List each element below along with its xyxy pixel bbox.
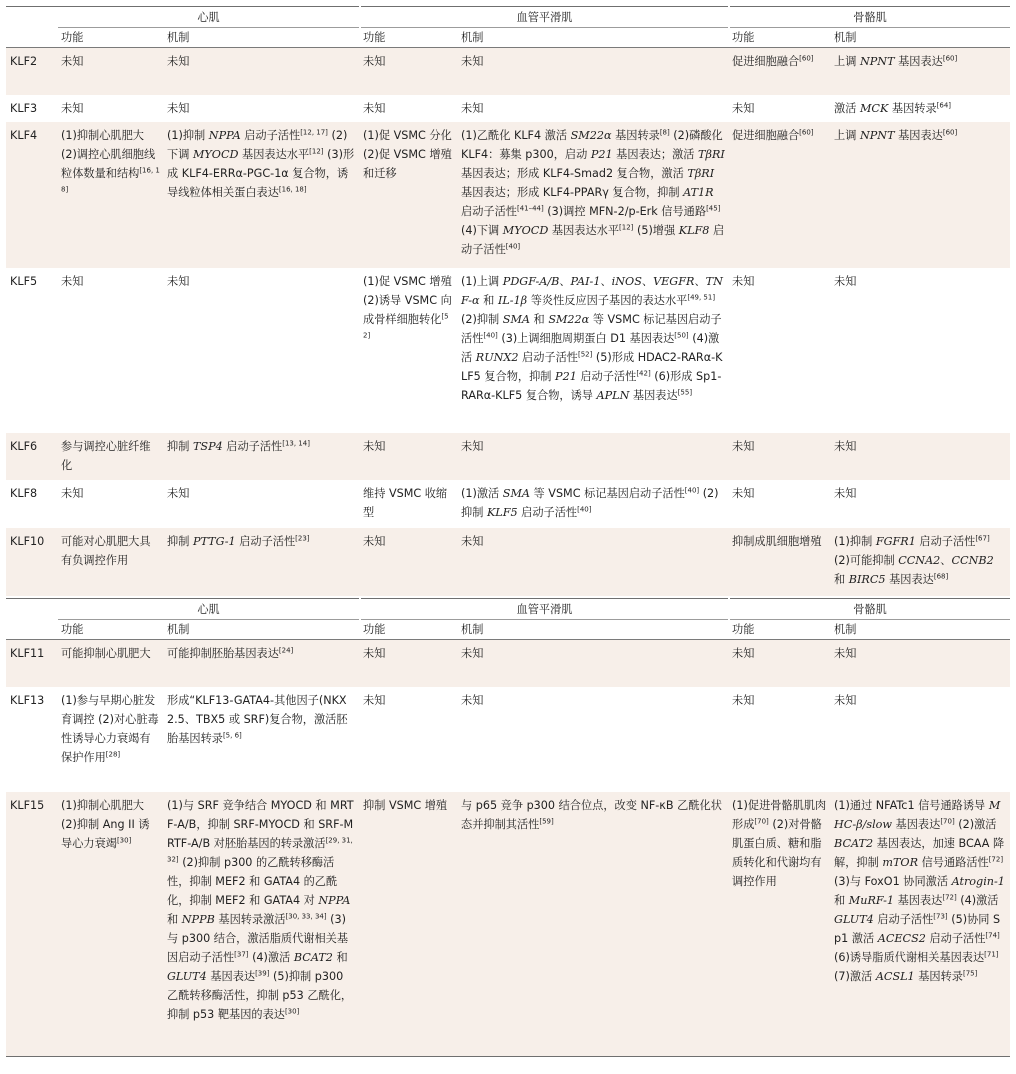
klf-table-part1 (6, 6, 1010, 596)
group-header-row (6, 599, 1010, 620)
header-skeletal: 骨骼肌 (729, 7, 1010, 28)
vascular-mechanism: 未知 (458, 528, 729, 596)
skeletal-mechanism: 未知 (831, 433, 1010, 480)
klf-table-part2 (6, 598, 1010, 1057)
skeletal-mechanism: 激活 MCK 基因转录[64] (834, 100, 952, 115)
header-vascular: 血管平滑肌 (360, 7, 729, 28)
cardiac-function: 可能抑制心肌肥大 (58, 640, 164, 687)
vascular-mechanism: 与 p65 竞争 p300 结合位点，改变 NF-κB 乙酰化状态并抑制其活性[59] (458, 792, 729, 1057)
cardiac-mechanism: 抑制 PTTG-1 启动子活性[23] (164, 528, 360, 596)
gene-name: KLF5 (10, 274, 38, 288)
cardiac-mechanism: 抑制 TSP4 启动子活性[13, 14] (164, 433, 360, 480)
vascular-function: 未知 (360, 48, 458, 95)
table-row (6, 528, 1010, 596)
gene-name: KLF4 (6, 122, 58, 268)
vascular-function: (1)促 VSMC 分化(2)促 VSMC 增殖和迁移 (360, 122, 458, 268)
vascular-function: (1)促 VSMC 增殖 (2)诱导 VSMC 向成骨样细胞转化[52] (363, 274, 452, 339)
sub-header-row (6, 28, 1010, 48)
skeletal-function: 未知 (732, 486, 755, 500)
gene-name: KLF11 (6, 640, 58, 687)
skeletal-function: 促进细胞融合[60] (729, 48, 831, 95)
vascular-mechanism: 未知 (461, 693, 484, 707)
group-header-row (6, 7, 1010, 28)
skeletal-function: 未知 (732, 274, 755, 288)
skeletal-function: (1)促进骨骼肌肌肉形成[70] (2)对骨骼肌蛋白质、糖和脂质转化和代谢均有调控作用 (729, 792, 831, 1057)
vascular-mechanism: 未知 (461, 101, 484, 115)
vascular-function: 未知 (363, 693, 386, 707)
header-cardiac-mechanism: 机制 (164, 620, 360, 640)
cardiac-function: 未知 (61, 274, 84, 288)
skeletal-mechanism: 未知 (834, 274, 857, 288)
cardiac-function: (1)抑制心肌肥大 (2)调控心肌细胞线粒体数量和结构[16, 18] (58, 122, 164, 268)
table-row (6, 268, 1010, 433)
gene-name: KLF8 (10, 486, 38, 500)
skeletal-mechanism: 未知 (834, 693, 857, 707)
skeletal-function: 抑制成肌细胞增殖 (729, 528, 831, 596)
cardiac-function: 未知 (58, 48, 164, 95)
table-row (6, 640, 1010, 687)
cardiac-function: 可能对心肌肥大具有负调控作用 (58, 528, 164, 596)
vascular-mechanism: 未知 (458, 48, 729, 95)
cardiac-mechanism: 未知 (167, 486, 190, 500)
gene-name: KLF3 (10, 101, 38, 115)
sub-header-row (6, 620, 1010, 640)
skeletal-mechanism: (1)通过 NFATc1 信号通路诱导 MHC-β/slow 基因表达[70] (2)激活 BCAT2 基因表达，加速 BCAA 降解，抑制 mTOR 信号通路活性[72] (3)与 FoxO1 协同激活 Atrogin-1 和 MuRF-1 基因表达[72] (4)激活 GLUT4 启动子活性[73] (5)协同 Sp1 激活 ACECS2 启动子活性[74] (6)诱导脂质代谢相关基因表达[71] (7)激活 ACSL1 基因转录[75] (831, 792, 1010, 1057)
cardiac-mechanism: 形成“KLF13-GATA4-其他因子(NKX2.5、TBX5 或 SRF)复合物，激活胚胎基因转录[5, 6] (167, 693, 348, 745)
skeletal-function: 未知 (732, 101, 755, 115)
cardiac-mechanism: 未知 (167, 101, 190, 115)
header-vascular-function: 功能 (360, 28, 458, 48)
cardiac-function: (1)参与早期心脏发育调控 (2)对心脏毒性诱导心力衰竭有保护作用[28] (61, 693, 159, 764)
vascular-function: 未知 (360, 640, 458, 687)
cardiac-function: 参与调控心脏纤维化 (58, 433, 164, 480)
gene-name: KLF15 (6, 792, 58, 1057)
header-vascular-mechanism: 机制 (458, 28, 729, 48)
vascular-function: 未知 (360, 528, 458, 596)
skeletal-mechanism: 未知 (831, 640, 1010, 687)
cardiac-function: 未知 (61, 101, 84, 115)
table-row (6, 122, 1010, 268)
vascular-function: 未知 (363, 101, 386, 115)
gene-name: KLF13 (10, 693, 45, 707)
gene-name: KLF6 (6, 433, 58, 480)
skeletal-function: 促进细胞融合[60] (729, 122, 831, 268)
header-cardiac-mechanism: 机制 (164, 28, 360, 48)
gene-name: KLF10 (6, 528, 58, 596)
cardiac-mechanism: (1)与 SRF 竞争结合 MYOCD 和 MRTF-A/B，抑制 SRF-MYOCD 和 SRF-MRTF-A/B 对胚胎基因的转录激活[29, 31, 32] (2)抑制 p300 的乙酰转移酶活性，抑制 MEF2 和 GATA4 的乙酰化，抑制 MEF2 和 GATA4 对 NPPA 和 NPPB 基因转录激活[30, 33, 34] (3)与 p300 结合，激活脂质代谢相关基因启动子活性[37] (4)激活 BCAT2 和 GLUT4 基因表达[39] (5)抑制 p300 乙酰转移酶活性，抑制 p53 乙酰化，抑制 p53 靶基因的表达[30] (164, 792, 360, 1057)
cardiac-mechanism: (1)抑制 NPPA 启动子活性[12, 17] (2)下调 MYOCD 基因表达水平[12] (3)形成 KLF4-ERRα-PGC-1α 复合物，诱导线粒体相关蛋白表达[16, 18] (164, 122, 360, 268)
header-cardiac: 心肌 (58, 7, 360, 28)
vascular-mechanism: 未知 (458, 433, 729, 480)
header-skeletal-mechanism: 机制 (831, 28, 1010, 48)
header-skeletal-function: 功能 (729, 28, 831, 48)
vascular-mechanism: (1)乙酰化 KLF4 激活 SM22α 基因转录[8] (2)磷酸化 KLF4：募集 p300，启动 P21 基因表达；激活 TβRI 基因表达；形成 KLF4-Smad2 复合物，激活 TβRI 基因表达；形成 KLF4-PPARγ 复合物，抑制 AT1R 启动子活性[41–44] (3)调控 MFN-2/p-Erk 信号通路[45] (4)下调 MYOCD 基因表达水平[12] (5)增强 KLF8 启动子活性[40] (458, 122, 729, 268)
header-cardiac: 心肌 (58, 599, 360, 620)
vascular-mechanism: 未知 (458, 640, 729, 687)
table-row (6, 95, 1010, 122)
table-row (6, 687, 1010, 792)
header-vascular-mechanism: 机制 (458, 620, 729, 640)
vascular-mechanism: (1)激活 SMA 等 VSMC 标记基因启动子活性[40] (2)抑制 KLF5 启动子活性[40] (461, 485, 719, 519)
skeletal-mechanism: (1)抑制 FGFR1 启动子活性[67] (2)可能抑制 CCNA2、CCNB2 和 BIRC5 基因表达[68] (831, 528, 1010, 596)
vascular-mechanism: (1)上调 PDGF-A/B、PAI-1、iNOS、VEGFR、TNF-α 和 IL-1β 等炎性反应因子基因的表达水平[49, 51] (2)抑制 SMA 和 SM22α 等 VSMC 标记基因启动子活性[40] (3)上调细胞周期蛋白 D1 基因表达[50] (4)激活 RUNX2 启动子活性[52] (5)形成 HDAC2-RARα-KLF5 复合物，抑制 P21 启动子活性[42] (6)形成 Sp1-RARα-KLF5 复合物，诱导 APLN 基因表达[55] (461, 274, 723, 402)
header-skeletal: 骨骼肌 (729, 599, 1010, 620)
vascular-function: 维持 VSMC 收缩型 (363, 486, 448, 519)
cardiac-mechanism: 可能抑制胚胎基因表达[24] (164, 640, 360, 687)
header-vascular: 血管平滑肌 (360, 599, 729, 620)
gene-name: KLF2 (6, 48, 58, 95)
cardiac-mechanism: 未知 (167, 274, 190, 288)
header-skeletal-mechanism: 机制 (831, 620, 1010, 640)
header-skeletal-function: 功能 (729, 620, 831, 640)
table-row (6, 480, 1010, 528)
cardiac-function: (1)抑制心肌肥大 (2)抑制 Ang II 诱导心力衰竭[30] (58, 792, 164, 1057)
table-row (6, 433, 1010, 480)
skeletal-function: 未知 (729, 433, 831, 480)
vascular-function: 抑制 VSMC 增殖 (360, 792, 458, 1057)
cardiac-mechanism: 未知 (164, 48, 360, 95)
skeletal-function: 未知 (732, 693, 755, 707)
skeletal-mechanism: 上调 NPNT 基因表达[60] (831, 122, 1010, 268)
header-vascular-function: 功能 (360, 620, 458, 640)
skeletal-function: 未知 (729, 640, 831, 687)
table-row (6, 48, 1010, 95)
skeletal-mechanism: 上调 NPNT 基因表达[60] (831, 48, 1010, 95)
cardiac-function: 未知 (61, 486, 84, 500)
header-cardiac-function: 功能 (58, 28, 164, 48)
header-cardiac-function: 功能 (58, 620, 164, 640)
skeletal-mechanism: 未知 (834, 486, 857, 500)
vascular-function: 未知 (360, 433, 458, 480)
table-row (6, 792, 1010, 1057)
